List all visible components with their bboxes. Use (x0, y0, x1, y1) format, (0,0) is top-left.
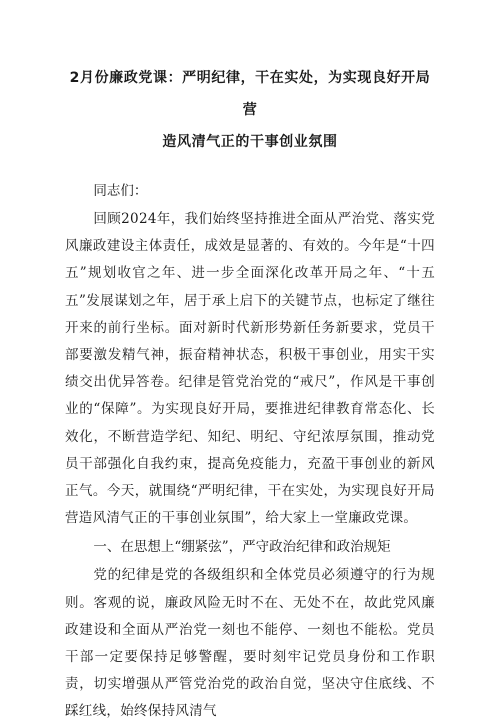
section-heading-1: 一、在思想上“绷紧弦”，严守政治纪律和政治规矩 (93, 539, 391, 556)
intro-paragraph: 回顾2024年，我们始终坚持推进全面从严治党、落实党风廉政建设主体责任，成效是显著的、有效的。今年是“十四五”规划收官之年、进一步全面深化改革开局之年、“十五五”发展谋划之年，居于承上启下的关键节点，也标定了继往开来的前行坐标。面对新时代新形势新任务新要求，党员干部要激发精气神，振奋精神状态，积极干事创业，用实干实绩交出优异答卷。纪律是管党治党的“戒尺”，作风是干事创业的“保障”。为实现良好开局，要推进纪律教育常态化、长效化，不断营造学纪、知纪、明纪、守纪浓厚氛围，推动党员干部强化自我约束，提高免疫能力，充盈干事创业的新风正气。今天，就围绕“严明纪律，干在实处，为实现良好开局营造风清气正的干事创业氛围”，给大家上一堂廉政党课。 (65, 211, 435, 527)
salutation: 同志们： (93, 183, 148, 199)
title-line-2: 造风清气正的干事创业氛围 (162, 134, 338, 150)
title-line-1: 2月份廉政党课：严明纪律，干在实处，为实现良好开局营 (69, 70, 431, 118)
section-1-paragraph: 党的纪律是党的各级组织和全体党员必须遵守的行为规则。客观的说，廉政风险无时不在、无处不在，故此党风廉政建设和全面从严治党一刻也不能停、一刻也不能松。党员干部一定要保持足够警醒，要时刻牢记党员身份和工作职责，切实增强从严管党治党的政治自觉，坚决守住底线、不踩红线，始终保持风清气 (65, 567, 435, 720)
document-title (65, 62, 435, 158)
